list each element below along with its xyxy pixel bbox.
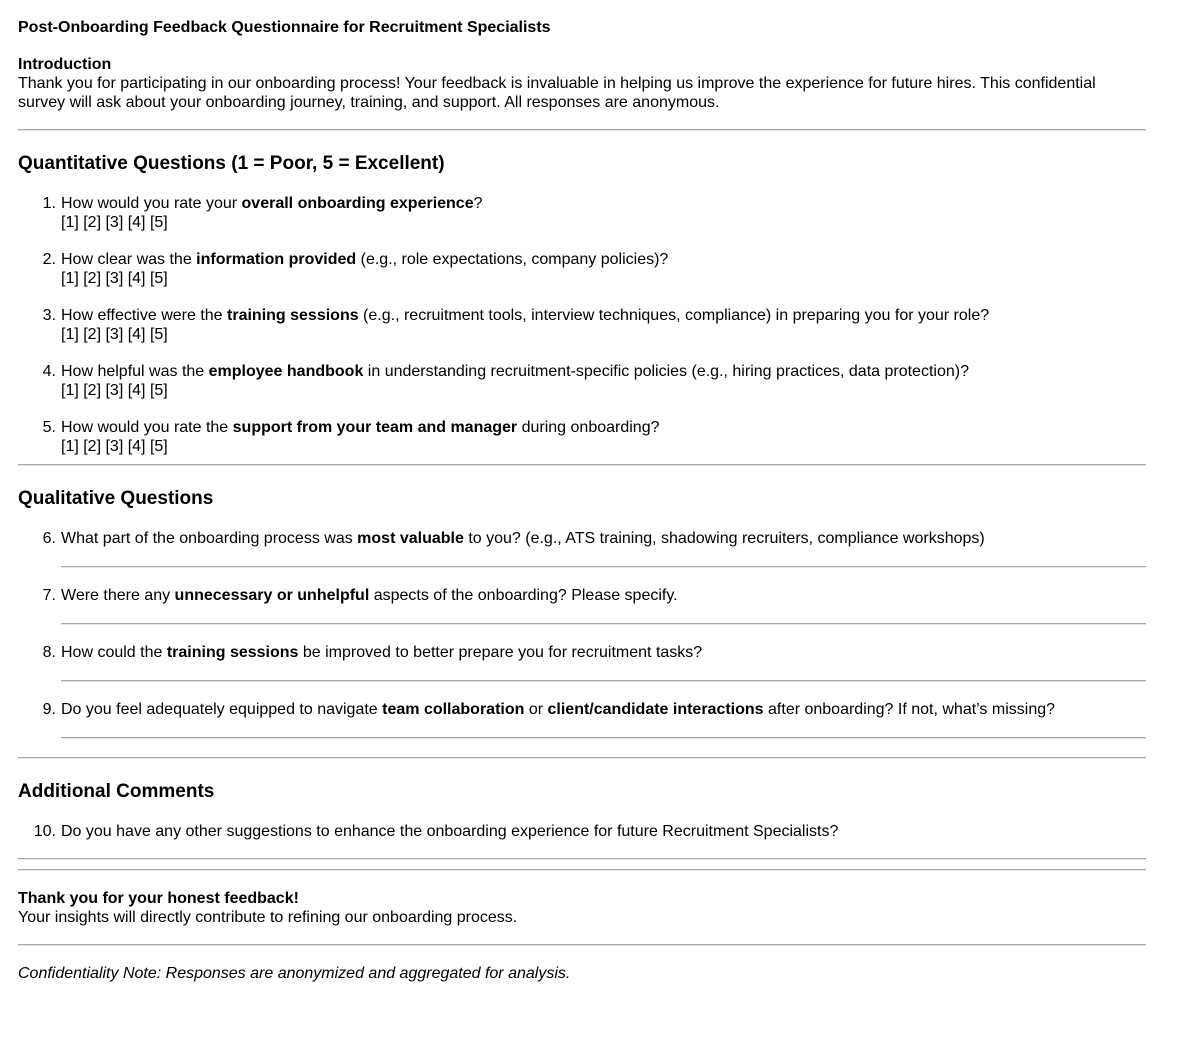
question-text-post: to you? (e.g., ATS training, shadowing recruiters, compliance workshops) (463, 530, 985, 547)
question-emphasis: support from your team and manager (232, 419, 518, 436)
question-number: 7. (42, 587, 56, 604)
question-text-pre: Were there any (61, 587, 175, 604)
rating-scale[interactable]: [1] [2] [3] [4] [5] (61, 438, 168, 455)
question-text-post: aspects of the onboarding? Please specify. (369, 587, 678, 604)
question-number: 10. (33, 823, 56, 840)
question-text-pre: How clear was the (61, 251, 197, 268)
question-item (18, 822, 1146, 841)
intro-heading: Introduction (18, 56, 112, 73)
answer-line[interactable] (61, 680, 1146, 682)
section-divider (18, 129, 1146, 131)
comments-heading: Additional Comments (18, 781, 215, 802)
answer-line[interactable] (61, 737, 1146, 739)
rating-scale[interactable]: [1] [2] [3] [4] [5] (61, 326, 168, 343)
question-text-pre: How effective were the (61, 307, 228, 324)
answer-line[interactable] (61, 623, 1146, 625)
question-text-post: be improved to better prepare you for recruitment tasks? (298, 644, 703, 661)
question-number: 6. (42, 530, 56, 547)
thanks-heading: Thank you for your honest feedback! (18, 890, 299, 907)
question-text-pre: How would you rate your (61, 195, 242, 212)
question-item (18, 362, 1146, 400)
question-number: 1. (42, 195, 56, 212)
question-text-mid: or (524, 701, 548, 718)
answer-line[interactable] (18, 858, 1146, 860)
question-text-post: (e.g., role expectations, company policies)? (356, 251, 669, 268)
section-divider (18, 944, 1146, 946)
question-emphasis: most valuable (357, 530, 464, 547)
question-emphasis: unnecessary or unhelpful (174, 587, 370, 604)
quantitative-heading: Quantitative Questions (1 = Poor, 5 = Excellent) (18, 153, 445, 174)
intro-section (18, 55, 1146, 112)
question-number: 2. (42, 251, 56, 268)
question-text-pre: Do you feel adequately equipped to navigate (61, 701, 383, 718)
question-number: 5. (42, 419, 56, 436)
closing-section (18, 889, 1146, 927)
question-emphasis: information provided (196, 251, 357, 268)
rating-scale[interactable]: [1] [2] [3] [4] [5] (61, 214, 168, 231)
question-emphasis: training sessions (227, 307, 359, 324)
section-divider (18, 464, 1146, 466)
question-item (18, 418, 1146, 456)
question-text-post: in understanding recruitment-specific policies (e.g., hiring practices, data protection)? (363, 363, 969, 380)
question-text-post: after onboarding? If not, what’s missing? (763, 701, 1056, 718)
question-text-post: during onboarding? (517, 419, 660, 436)
comments-question-list (18, 822, 1146, 841)
question-text: Do you have any other suggestions to enhance the onboarding experience for future Recruitment Specialists? (61, 823, 839, 840)
question-item (18, 586, 1146, 625)
intro-text: Thank you for participating in our onboarding process! Your feedback is invaluable in helping us improve the experience for future hires. This confidential survey will ask about your onboarding journey, training, and support. All responses are anonymous. (18, 75, 1096, 111)
question-text-pre: How helpful was the (61, 363, 209, 380)
question-text-pre: What part of the onboarding process was (61, 530, 358, 547)
question-emphasis: employee handbook (208, 363, 364, 380)
question-item (18, 250, 1146, 288)
quantitative-question-list (18, 194, 1146, 456)
question-text-pre: How could the (61, 644, 167, 661)
question-number: 4. (42, 363, 56, 380)
confidentiality-note: Confidentiality Note: Responses are anonymized and aggregated for analysis. (18, 965, 571, 982)
question-number: 8. (42, 644, 56, 661)
rating-scale[interactable]: [1] [2] [3] [4] [5] (61, 382, 168, 399)
question-text-post: (e.g., recruitment tools, interview techniques, compliance) in preparing you for your role? (358, 307, 990, 324)
question-emphasis: overall onboarding experience (241, 195, 474, 212)
question-emphasis: client/candidate interactions (547, 701, 764, 718)
question-item (18, 643, 1146, 682)
answer-line[interactable] (61, 566, 1146, 568)
question-number: 9. (42, 701, 56, 718)
qualitative-question-list (18, 529, 1146, 739)
question-number: 3. (42, 307, 56, 324)
question-item (18, 306, 1146, 344)
thanks-text: Your insights will directly contribute to refining our onboarding process. (18, 909, 518, 926)
document-title: Post-Onboarding Feedback Questionnaire for Recruitment Specialists (18, 19, 551, 36)
question-text-pre: How would you rate the (61, 419, 233, 436)
qualitative-heading: Qualitative Questions (18, 488, 214, 509)
question-emphasis: team collaboration (382, 701, 525, 718)
questionnaire-document (18, 18, 1146, 983)
question-item (18, 194, 1146, 232)
question-text-post: ? (473, 195, 483, 212)
section-divider (18, 869, 1146, 871)
rating-scale[interactable]: [1] [2] [3] [4] [5] (61, 270, 168, 287)
question-item (18, 529, 1146, 568)
question-item (18, 700, 1146, 739)
question-emphasis: training sessions (166, 644, 299, 661)
section-divider (18, 757, 1146, 759)
